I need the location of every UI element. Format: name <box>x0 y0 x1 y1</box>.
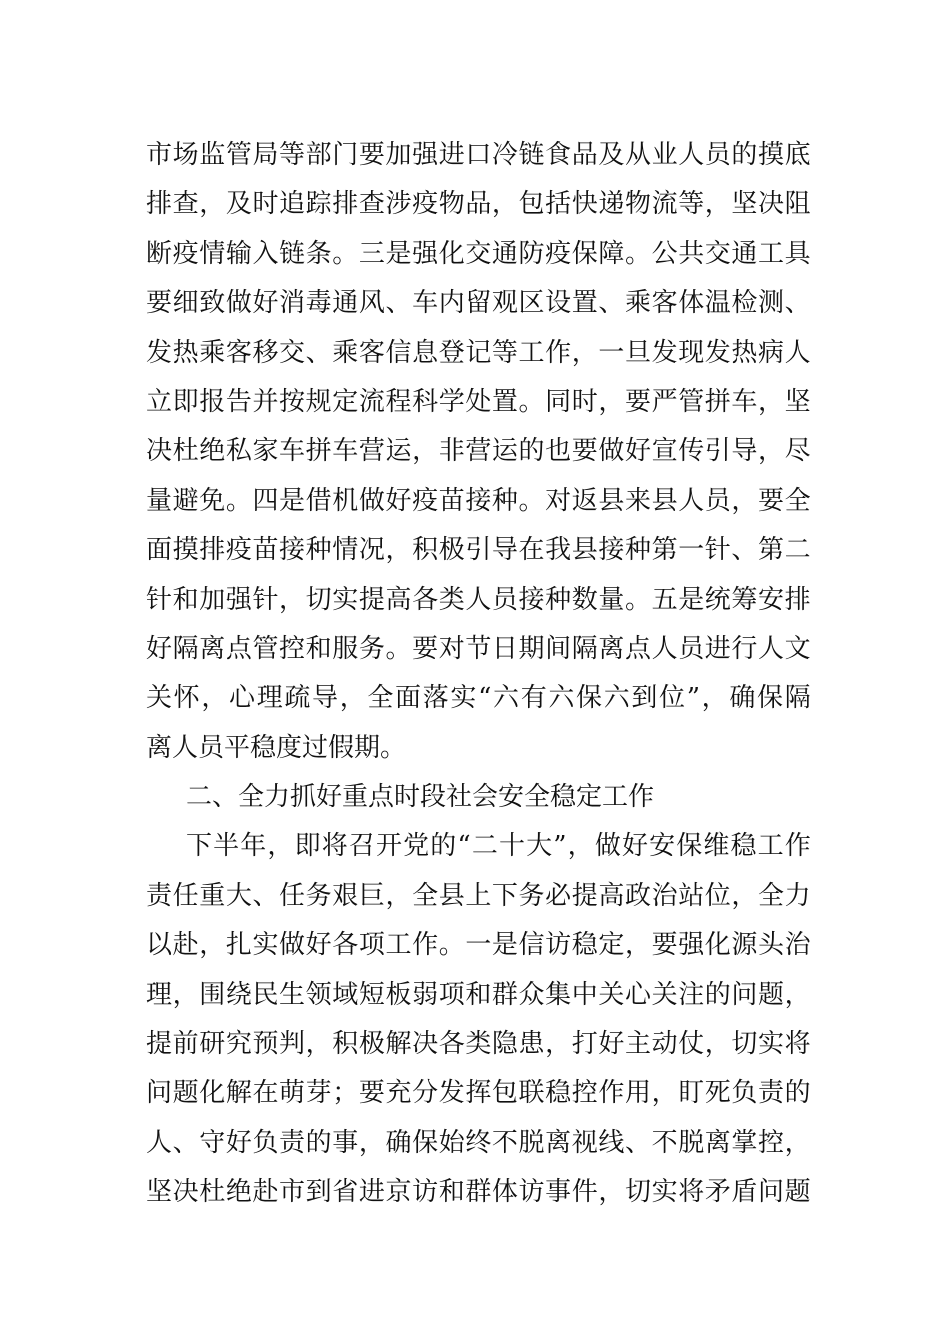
text-line: 断 疫 情 输 入 链 条 。 三 是 强 化 交 通 防 疫 保 障 。 公 共 交 通 工 具 <box>146 238 811 269</box>
paragraph-first-line: 下 半 年 ， 即 将 召 开 党 的 “ 二 十 大 ” ， 做 好 安 保 维 稳 工 作 <box>186 831 811 862</box>
paragraph-last-line: 离人员平稳度过假期。 <box>146 732 407 763</box>
text-line: 决 杜 绝 私 家 车 拼 车 营 运 ， 非 营 运 的 也 要 做 好 宣 传 引 导 ， 尽 <box>146 436 811 467</box>
text-line: 以 赴 ， 扎 实 做 好 各 项 工 作 。 一 是 信 访 稳 定 ， 要 强 化 源 头 治 <box>146 930 811 961</box>
text-line: 排 查 ， 及 时 追 踪 排 查 涉 疫 物 品 ， 包 括 快 递 物 流 等 ， 坚 决 阻 <box>146 189 811 220</box>
text-line: 人 、 守 好 负 责 的 事 ， 确 保 始 终 不 脱 离 视 线 、 不 脱 离 掌 控 ， <box>146 1127 811 1158</box>
text-line: 发 热 乘 客 移 交 、 乘 客 信 息 登 记 等 工 作 ， 一 旦 发 现 发 热 病 人 <box>146 337 811 368</box>
text-line: 理 ， 围 绕 民 生 领 域 短 板 弱 项 和 群 众 集 中 关 心 关 注 的 问 题 ， <box>146 979 811 1010</box>
text-line: 要 细 致 做 好 消 毒 通 风 、 车 内 留 观 区 设 置 、 乘 客 体 温 检 测 、 <box>146 288 811 319</box>
text-line: 问 题 化 解 在 萌 芽 ； 要 充 分 发 挥 包 联 稳 控 作 用 ， 盯 死 负 责 的 <box>146 1078 811 1109</box>
text-line: 针 和 加 强 针 ， 切 实 提 高 各 类 人 员 接 种 数 量 。 五 是 统 筹 安 排 <box>146 584 811 615</box>
text-line: 市 场 监 管 局 等 部 门 要 加 强 进 口 冷 链 食 品 及 从 业 人 员 的 摸 底 <box>146 140 811 170</box>
text-line: 面 摸 排 疫 苗 接 种 情 况 ， 积 极 引 导 在 我 县 接 种 第 一 针 、 第 二 <box>146 535 811 566</box>
section-heading: 二、全力抓好重点时段社会安全稳定工作 <box>186 782 655 813</box>
text-line: 好 隔 离 点 管 控 和 服 务 。 要 对 节 日 期 间 隔 离 点 人 员 进 行 人 文 <box>146 633 811 664</box>
text-line: 关 怀 ， 心 理 疏 导 ， 全 面 落 实 “ 六 有 六 保 六 到 位 ” ， 确 保 隔 <box>146 683 811 714</box>
text-line: 立 即 报 告 并 按 规 定 流 程 科 学 处 置 。 同 时 ， 要 严 管 拼 车 ， 坚 <box>146 386 811 417</box>
text-line: 责 任 重 大 、 任 务 艰 巨 ， 全 县 上 下 务 必 提 高 政 治 站 位 ， 全 力 <box>146 880 811 911</box>
document-body <box>146 131 811 1218</box>
text-line: 量 避 免 。 四 是 借 机 做 好 疫 苗 接 种 。 对 返 县 来 县 人 员 ， 要 全 <box>146 485 811 516</box>
text-line: 坚 决 杜 绝 赴 市 到 省 进 京 访 和 群 体 访 事 件 ， 切 实 将 矛 盾 问 题 <box>146 1177 811 1208</box>
text-line: 提 前 研 究 预 判 ， 积 极 解 决 各 类 隐 患 ， 打 好 主 动 仗 ， 切 实 将 <box>146 1029 811 1060</box>
